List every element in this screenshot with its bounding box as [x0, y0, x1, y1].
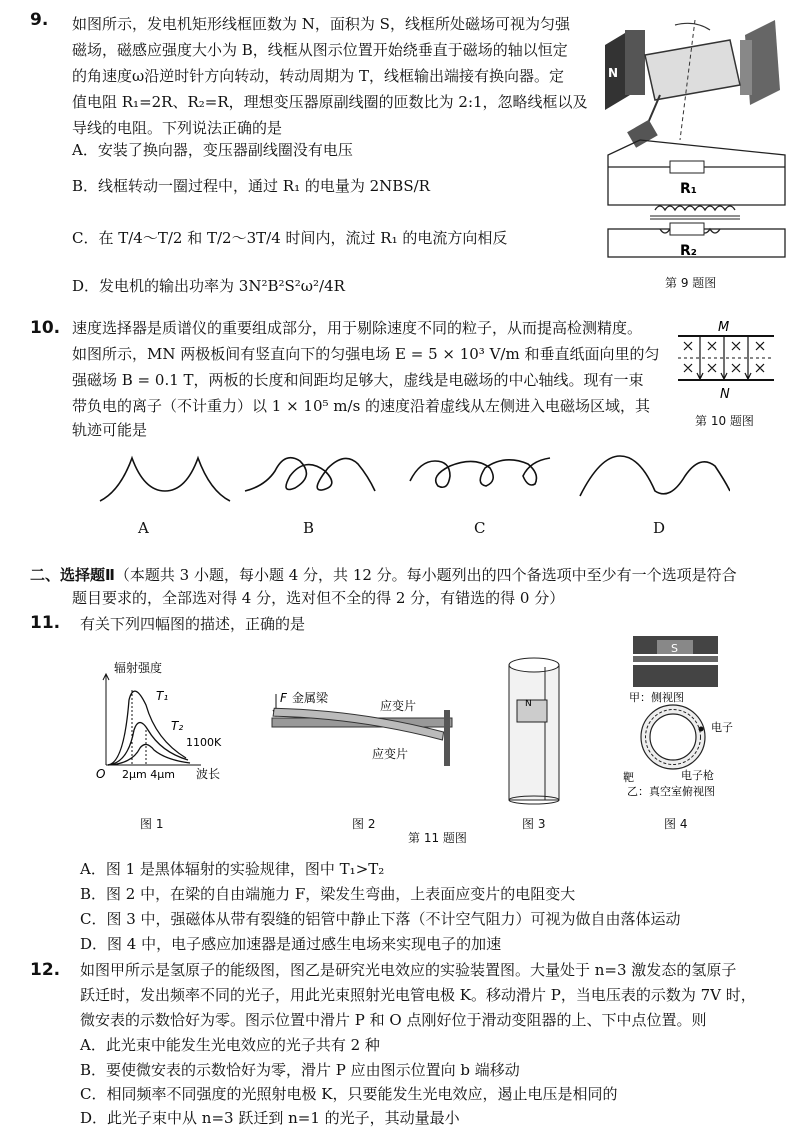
q11-fig2-caption: 图 2 [352, 817, 376, 831]
q11-number: 11. [30, 613, 61, 633]
q10-stem-line-3: 强磁场 B = 0.1 T，两板的长度和间距均足够大，虚线是电磁场的中心轴线。现有一束 [72, 371, 644, 389]
q11-stem: 有关下列四幅图的描述，正确的是 [80, 615, 306, 633]
fig1-ticks: 2μm 4μm [122, 768, 175, 781]
q12-option-c[interactable]: C．相同频率不同强度的光照射电极 K，只要能发生光电效应，遏止电压是相同的 [80, 1085, 618, 1103]
fig2-beam-label: 金属梁 [292, 691, 329, 705]
trajectory-a[interactable] [100, 458, 230, 501]
q10-choice-b[interactable]: B [303, 519, 315, 537]
fig4-electron-label: 电子 [711, 721, 733, 734]
fig2-wall [444, 710, 450, 766]
fig4-electron-dot [699, 727, 704, 732]
q10-figure-caption: 第 10 题图 [695, 414, 754, 428]
fig2-gauge-bottom: 应变片 [372, 747, 409, 761]
r2-label: R₂ [680, 243, 697, 259]
q11-option-b[interactable]: B．图 2 中，在梁的自由端施力 F，梁发生弯曲，上表面应变片的电阻变大 [80, 885, 576, 903]
fig4-coil-bottom [633, 665, 718, 687]
q11-fig3-caption: 图 3 [522, 817, 546, 831]
q9-stem-line-1: 如图所示，发电机矩形线框匝数为 N，面积为 S，线框所处磁场可视为匀强 [72, 15, 570, 33]
fig4-inner-ring [650, 714, 696, 760]
q10-choice-c[interactable]: C [474, 519, 486, 537]
fig1-t2-label: T₂ [171, 719, 184, 733]
fig3-magnet [517, 700, 547, 722]
q12-option-d[interactable]: D．此光子束中从 n=3 跃迁到 n=1 的光子，其动量最小 [80, 1109, 460, 1127]
q11-option-c[interactable]: C．图 3 中，强磁体从带有裂缝的铝管中静止下落（不计空气阻力）可视为做自由落体运动 [80, 910, 681, 928]
fig1-ylabel: 辐射强度 [114, 661, 163, 675]
q11-fig4-caption: 图 4 [664, 817, 688, 831]
q10-stem-line-1: 速度选择器是质谱仪的重要组成部分，用于剔除速度不同的粒子，从而提高检测精度。 [72, 319, 643, 337]
section2-desc-2: 题目要求的，全部选对得 4 分，选对但不全的得 2 分，有错选的得 0 分） [72, 589, 565, 607]
q10-figure [676, 318, 776, 404]
q9-option-c[interactable]: C．在 T/4～T/2 和 T/2～3T/4 时间内，流过 R₁ 的电流方向相反 [72, 229, 508, 247]
magnet-left-face [625, 30, 645, 95]
fig4-gun-label: 电子枪 [681, 769, 714, 782]
q9-stem-line-2: 磁场，磁感应强度大小为 B，线框从图示位置开始绕垂直于磁场的轴以恒定 [72, 41, 568, 59]
rotation-arrow [675, 23, 710, 30]
q9-option-b[interactable]: B．线框转动一圈过程中，通过 R₁ 的电量为 2NBS/R [72, 177, 430, 195]
coil-frame [645, 40, 740, 100]
q10-choice-a[interactable]: A [138, 519, 149, 537]
trajectory-b[interactable] [245, 458, 375, 491]
q11-option-a[interactable]: A．图 1 是黑体辐射的实验规律，图中 T₁>T₂ [80, 860, 385, 878]
fig4-chamber [633, 656, 718, 662]
q10-trajectories [90, 446, 730, 516]
q9-stem-line-3: 的角速度ω沿逆时针方向转动，转动周期为 T，线框输出端接有换向器。定 [72, 67, 565, 85]
fig3-tube [509, 665, 559, 800]
q9-stem-line-5: 导线的电阻。下列说法正确的是 [72, 119, 283, 137]
resistor-r2 [670, 223, 704, 235]
q10-stem-line-4: 带负电的离子（不计重力）以 1 × 10⁵ m/s 的速度沿着虚线从左侧进入电磁场区域，其 [72, 397, 651, 415]
q9-number: 9. [30, 10, 49, 30]
section2-header [30, 565, 737, 585]
electric-field-arrows [697, 336, 751, 379]
q11-fig3 [505, 655, 565, 805]
magnet-right-face [740, 40, 752, 95]
q12-option-b[interactable]: B．要使微安表的示数恰好为零，滑片 P 应由图示位置向 b 端移动 [80, 1061, 520, 1079]
q12-stem-line-2: 跃迁时，发出频率不同的光子，用此光束照射光电管电极 K。移动滑片 P，当电压表的示数为 7V 时， [80, 986, 756, 1004]
fig3-tube-top [509, 658, 559, 672]
fig1-xlabel: 波长 [196, 767, 221, 781]
plate-n-label: N [720, 387, 730, 402]
fig1-origin: O [96, 767, 106, 781]
q10-stem-line-2: 如图所示，MN 两极板间有竖直向下的匀强电场 E = 5 × 10³ V/m 和垂直纸面向里的匀 [72, 345, 660, 363]
q11-fig4 [615, 633, 765, 813]
q9-figure-caption: 第 9 题图 [665, 276, 717, 290]
fig1-curve-1100k [108, 744, 190, 765]
fig2-force: F [280, 691, 287, 705]
q12-number: 12. [30, 960, 61, 980]
q10-number: 10. [30, 318, 61, 338]
q10-choice-d[interactable]: D [653, 519, 666, 537]
trajectory-d[interactable] [580, 456, 730, 496]
fig1-1100k-label: 1100K [186, 736, 222, 749]
fig4-pole-label: S [671, 642, 678, 655]
trajectory-c[interactable] [410, 458, 550, 487]
magnet-n-label: N [608, 66, 619, 80]
q12-stem-line-3: 微安表的示数恰好为零。图示位置中滑片 P 和 O 点刚好位于滑动变阻器的上、下中点位置。则 [80, 1011, 707, 1029]
q9-stem-line-4: 值电阻 R₁=2R、R₂=R，理想变压器原副线圈的匝数比为 2:1，忽略线框以及 [72, 93, 588, 111]
q10-stem-line-5: 轨迹可能是 [72, 421, 148, 439]
q9-figure [600, 15, 790, 273]
fig4-target-label: 靶 [623, 771, 634, 784]
q9-option-a[interactable]: A．安装了换向器，变压器副线圈没有电压 [72, 141, 353, 159]
fig4-side-view-label: 甲：侧视图 [629, 691, 684, 704]
fig2-gauge-top: 应变片 [380, 699, 417, 713]
fig1-t1-label: T₁ [156, 689, 169, 703]
resistor-r1 [670, 161, 704, 173]
q11-fig1-caption: 图 1 [140, 817, 164, 831]
r1-label: R₁ [680, 181, 697, 197]
section2-title: 二、选择题Ⅱ [30, 566, 115, 584]
section2-desc-1: （本题共 3 小题，每小题 4 分，共 12 分。每小题列出的四个备选项中至少有一个选项是符合 [114, 566, 737, 584]
primary-coil [655, 206, 735, 210]
fig4-top-view-label: 乙：真空室俯视图 [627, 785, 715, 798]
fig3-magnet-label: N [525, 699, 532, 709]
q11-option-d[interactable]: D．图 4 中，电子感应加速器是通过感生电场来实现电子的加速 [80, 935, 502, 953]
q9-option-d[interactable]: D．发电机的输出功率为 3N²B²S²ω²/4R [72, 277, 345, 295]
q11-fig1 [96, 660, 246, 785]
q12-stem-line-1: 如图甲所示是氢原子的能级图，图乙是研究光电效应的实验装置图。大量处于 n=3 激发态的氢原子 [80, 961, 737, 979]
q11-group-caption: 第 11 题图 [408, 831, 467, 845]
plate-m-label: M [718, 320, 730, 335]
q11-fig2 [268, 688, 468, 766]
q12-option-a[interactable]: A．此光束中能发生光电效应的光子共有 2 种 [80, 1036, 380, 1054]
